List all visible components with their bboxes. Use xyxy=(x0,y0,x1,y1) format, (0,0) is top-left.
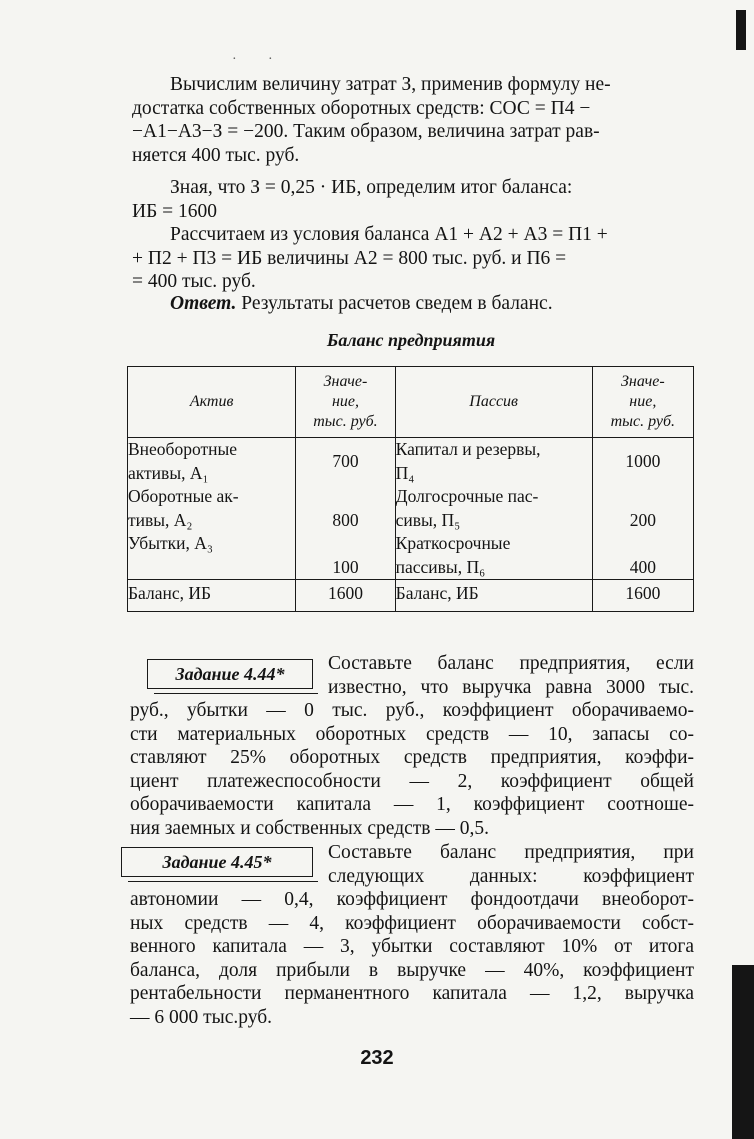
liabilities-cell xyxy=(395,438,592,580)
header-line: тыс. руб. xyxy=(313,413,378,430)
paragraph-balance-total xyxy=(132,176,694,223)
asset-item xyxy=(128,438,295,485)
text-line: Составьте баланс предприятия, при xyxy=(328,842,694,863)
task-label-box: Задание 4.44* xyxy=(147,659,313,689)
text-line: ИБ = 1600 xyxy=(132,200,218,222)
task-label-box: Задание 4.45* xyxy=(121,847,313,877)
text-line: Рассчитаем из условия баланса А1 + А2 + А3 = П1 + xyxy=(170,224,608,245)
table-header-row xyxy=(128,367,694,438)
header-assets: Актив xyxy=(128,367,296,438)
text-line: рентабельности перманентного капитала — 1,2, выручка xyxy=(130,983,694,1004)
liability-label: Долгосрочные пас- xyxy=(395,486,539,506)
header-liabilities-value xyxy=(592,367,693,438)
text-line: следующих данных: коэффициент xyxy=(328,865,694,887)
text-line: руб., убытки — 0 тыс. руб., коэффициент оборачиваемо- xyxy=(130,700,694,721)
text-line: баланса, доля прибыли в выручке — 40%, коэффициент xyxy=(130,959,694,981)
asset-label: Оборотные ак- xyxy=(128,486,239,506)
liability-value: 200 xyxy=(629,509,656,530)
total-liability-label: Баланс, ИБ xyxy=(395,580,592,612)
text-line: −А1−А3−З = −200. Таким образом, величина затрат рав- xyxy=(132,121,600,142)
text-line: ния заемных и собственных средств — 0,5. xyxy=(130,817,489,839)
liability-label: Капитал и резервы, xyxy=(395,439,541,459)
header-line: Значе- xyxy=(323,373,368,390)
text-line: оборачиваемости капитала — 1, коэффициент соотноше- xyxy=(130,794,694,815)
table-title: Баланс предприятия xyxy=(326,330,496,350)
text-line: Вычислим величину затрат З, применив формулу не- xyxy=(170,74,611,95)
assets-cell xyxy=(128,438,296,580)
text-line: + П2 + П3 = ИБ величины А2 = 800 тыс. руб. и П6 = xyxy=(132,247,567,269)
total-asset-label: Баланс, ИБ xyxy=(128,580,296,612)
liability-item xyxy=(396,438,592,485)
total-asset-value: 1600 xyxy=(296,580,395,612)
text-line: венного капитала — 3, убытки составляют 10% от итога xyxy=(130,936,694,957)
asset-value: 100 xyxy=(332,556,359,577)
text-line: автономии — 0,4, коэффициент фондоотдачи внеоборот- xyxy=(130,889,694,910)
scan-speck: · xyxy=(268,52,273,67)
text-line: Составьте баланс предприятия, если xyxy=(328,653,694,674)
liability-value: 400 xyxy=(629,556,656,577)
asset-item xyxy=(128,485,295,532)
table-body-row xyxy=(128,438,694,580)
liability-label: сивы, П₅ xyxy=(395,509,461,530)
paragraph-balance-condition xyxy=(132,223,694,294)
page-number: 232 xyxy=(360,1047,394,1069)
text-line: известно, что выручка равна 3000 тыс. xyxy=(328,676,694,698)
liability-label: Краткосрочные xyxy=(395,533,511,553)
text-line: няется 400 тыс. руб. xyxy=(132,144,300,166)
asset-value: 800 xyxy=(332,509,359,530)
liability-item xyxy=(396,532,592,579)
text-line: ных средств — 4, коэффициент оборачиваемости собст- xyxy=(130,912,694,934)
text-line: достатка собственных оборотных средств: СОС = П4 − xyxy=(132,97,591,119)
table-total-row xyxy=(128,580,694,612)
header-assets-value xyxy=(296,367,395,438)
text-line: Зная, что З = 0,25 · ИБ, определим итог баланса: xyxy=(170,177,573,198)
balance-table xyxy=(127,366,694,612)
paragraph-expenses xyxy=(132,73,694,167)
header-line: ние, xyxy=(331,393,359,410)
total-liability-value: 1600 xyxy=(592,580,693,612)
liability-item xyxy=(396,485,592,532)
text-line: сти материальных оборотных средств — 10, запасы со- xyxy=(130,723,694,745)
answer-label: Ответ. xyxy=(170,293,237,314)
task-45-intro xyxy=(328,841,694,888)
asset-label: активы, А₁ xyxy=(128,462,209,483)
task-44-intro xyxy=(328,652,694,699)
asset-label: Убытки, А₃ xyxy=(128,533,213,553)
scan-edge-shadow-top xyxy=(736,10,746,50)
answer-text: Результаты расчетов сведем в баланс. xyxy=(236,293,553,314)
text-line: циент платежеспособности — 2, коэффициент общей xyxy=(130,770,694,792)
asset-label: тивы, А₂ xyxy=(128,509,193,530)
text-line: ставляют 25% оборотных средств предприятия, коэффи- xyxy=(130,747,694,768)
text-line: = 400 тыс. руб. xyxy=(132,271,256,292)
text-line: — 6 000 тыс.руб. xyxy=(130,1006,273,1028)
header-line: тыс. руб. xyxy=(610,413,676,430)
header-liabilities: Пассив xyxy=(395,367,592,438)
asset-item xyxy=(128,532,295,579)
header-line: Значе- xyxy=(620,373,665,390)
liability-value: 1000 xyxy=(625,450,661,471)
task-45-body xyxy=(130,888,694,1029)
assets-values-cell xyxy=(296,438,395,580)
liabilities-values-cell xyxy=(592,438,693,580)
scan-speck: · xyxy=(232,52,237,67)
asset-label: Внеоборотные xyxy=(128,439,238,459)
liability-label: П₄ xyxy=(395,462,415,483)
task-44-body xyxy=(130,699,694,840)
header-line: ние, xyxy=(629,393,657,410)
paragraph-answer xyxy=(132,292,694,316)
liability-label: пассивы, П₆ xyxy=(395,556,486,577)
asset-value: 700 xyxy=(332,450,359,471)
